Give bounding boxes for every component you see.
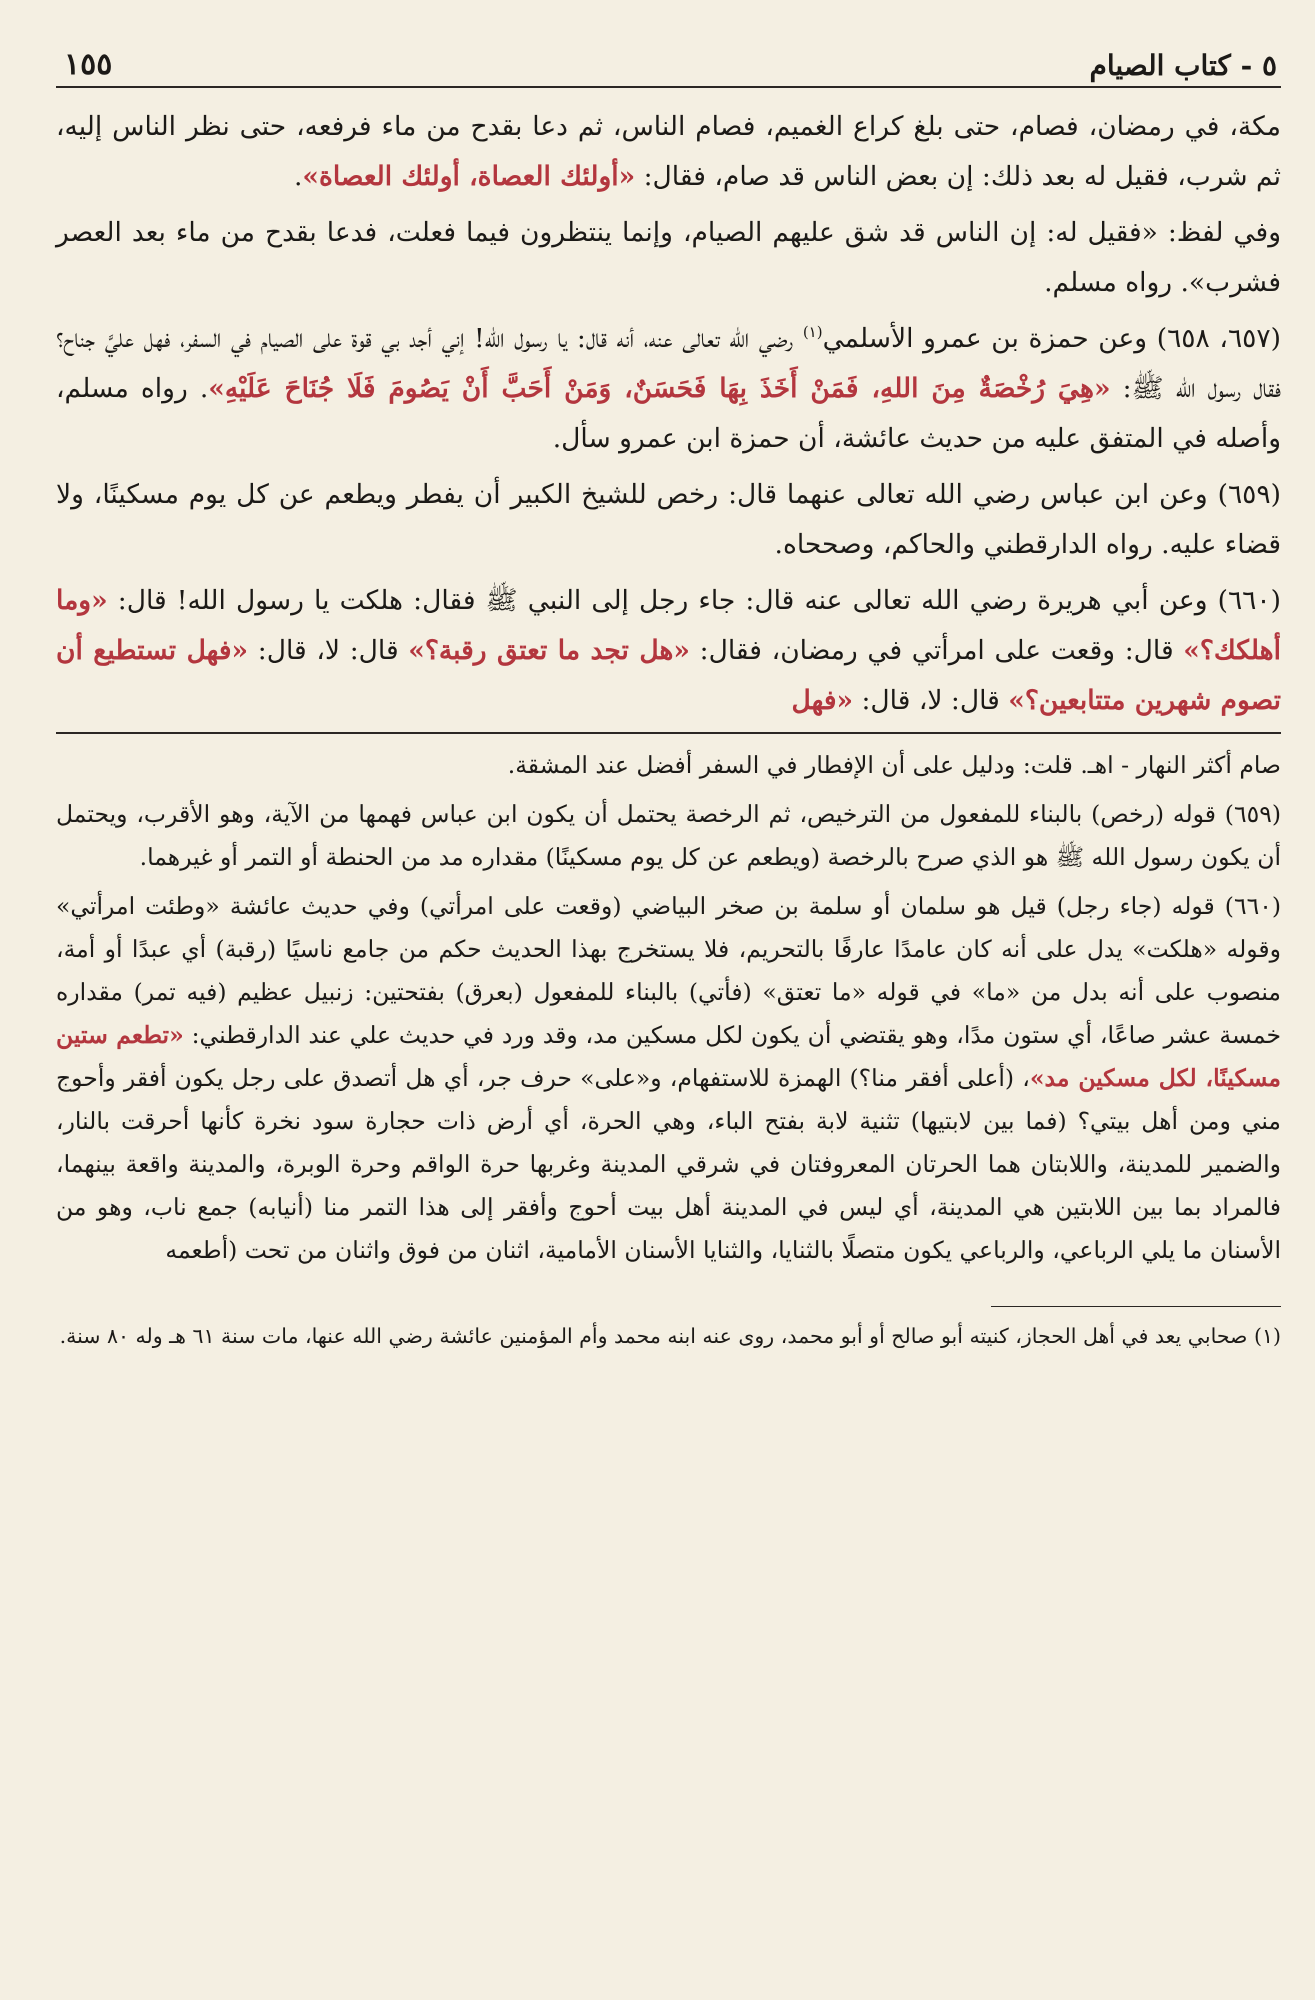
chapter-title: ٥ - كتاب الصيام bbox=[1089, 49, 1277, 82]
text-run: (٦٥٩) وعن ابن عباس رضي الله تعالى عنهما قال: رخص للشيخ الكبير أن يفطر ويطعم عن كل يوم مسكينًا، ولا قضاء عليه. رواه الدارقطني والحاكم، وصححاه. bbox=[56, 479, 1281, 560]
commentary bbox=[56, 744, 1281, 1272]
paragraph-657-658 bbox=[56, 314, 1281, 464]
page-number: ١٥٥ bbox=[64, 47, 113, 82]
text-run: رضي الله تعالى عنه، أنه قال: يا رسول الله! إني أجد بي قوة على الصيام في السفر، فهل عليَّ جناح؟ فقال رسول الله ﷺ: bbox=[56, 323, 1281, 404]
text-run: . رواه مسلم، وأصله في المتفق عليه من حديث عائشة، أن حمزة ابن عمرو سأل. bbox=[56, 373, 1281, 454]
paragraph-1 bbox=[56, 102, 1281, 202]
footnotes bbox=[56, 1317, 1281, 1355]
page-header bbox=[56, 38, 1281, 88]
commentary-paragraph-660 bbox=[56, 885, 1281, 1272]
text-run: وفي لفظ: «فقيل له: إن الناس قد شق عليهم الصيام، وإنما ينتظرون فيما فعلت، فدعا بقدح من ماء بعد العصر فشرب». رواه مسلم. bbox=[56, 217, 1281, 298]
hadith-quote: «وما أهلكك؟» bbox=[56, 585, 1282, 666]
footnote-1: (١) صحابي يعد في أهل الحجاز، كنيته أبو صالح أو أبو محمد، روى عنه ابنه محمد وأم المؤمنين عائشة رضي الله عنها، مات سنة ٦١ هـ وله ٨٠ سنة. bbox=[59, 1324, 1281, 1348]
text-run: قال: لا، قال: bbox=[248, 635, 409, 666]
commentary-paragraph-659: (٦٥٩) قوله (رخص) بالبناء للمفعول من الترخيص، ثم الرخصة يحتمل أن يكون ابن عباس فهمها من الآية، وهو الأقرب، ويحتمل أن يكون رسول الله ﷺ هو الذي صرح بالرخصة (ويطعم عن كل يوم مسكينًا) مقداره مد من الحنطة أو التمر أو غيرهما. bbox=[56, 800, 1281, 871]
text-run: (٦٦٠) وعن أبي هريرة رضي الله تعالى عنه قال: جاء رجل إلى النبي ﷺ فقال: هلكت يا رسول الله! قال: bbox=[107, 585, 1281, 616]
main-text bbox=[56, 102, 1281, 726]
footnote-marker: (١) bbox=[802, 323, 823, 342]
hadith-quote: «تطعم ستين مسكينًا، لكل مسكين مد» bbox=[56, 1021, 1282, 1092]
commentary-divider bbox=[56, 732, 1281, 734]
hadith-quote: «هل تجد ما تعتق رقبة؟» bbox=[408, 635, 690, 666]
hadith-quote: «هِيَ رُخْصَةٌ مِنَ اللهِ، فَمَنْ أَخَذَ بِهَا فَحَسَنٌ، وَمَنْ أَحَبَّ أَنْ يَصُومَ فَلَا جُنَاحَ عَلَيْهِ» bbox=[208, 373, 1111, 404]
commentary-paragraph: صام أكثر النهار - اهـ. قلت: ودليل على أن الإفطار في السفر أفضل عند المشقة. bbox=[507, 751, 1281, 779]
text-run: قال: وقعت على امرأتي في رمضان، فقال: bbox=[689, 635, 1184, 666]
paragraph-2 bbox=[56, 208, 1281, 308]
hadith-quote: «فهل bbox=[791, 685, 854, 716]
paragraph-660 bbox=[56, 576, 1281, 726]
text-run: ، (أعلى أفقر منا؟) الهمزة للاستفهام، و«على» حرف جر، أي هل أتصدق على رجل يكون أفقر وأحوج مني ومن أهل بيتي؟ (فما بين لابتيها) تثنية لابة بفتح الباء، وهي الحرة، أي أرض ذات حجارة سود نخرة كأنها أحرقت بالنار، والضمير للمدينة، واللابتان هما الحرتان المعروفتان في شرقي المدينة وغربها حرة الواقم وحرة الوبرة، والمدينة واقعة بينهما، فالمراد بما بين اللابتين هي المدينة، أي ليس في المدينة أهل بيت أحوج وأفقر إلى هذا التمر منا (أنيابه) جمع ناب، وهو من الأسنان ما يلي الرباعي، والرباعي يكون متصلًا بالثنايا، والثنايا الأسنان الأمامية، اثنان من فوق واثنان من تحت (أطعمه bbox=[56, 1064, 1281, 1264]
text-run: (٦٦٠) قوله (جاء رجل) قيل هو سلمان أو سلمة بن صخر البياضي (وقعت على امرأتي) وفي حديث عائشة «وطئت امرأتي» وقوله «هلكت» يدل على أنه كان عامدًا عارفًا بالتحريم، فلا يستخرج بهذا الحديث حكم من جامع ناسيًا (رقبة) أي عبدًا أو أمة، منصوب على أنه بدل من «ما» في قوله «ما تعتق» (فأتي) بالبناء للمفعول (بعرق) بفتحتين: زنبيل عظيم (فيه تمر) مقداره خمسة عشر صاعًا، أي ستون مدًا، وهو يقتضي أن يكون لكل مسكين مد، وقد ورد في حديث علي عند الدارقطني: bbox=[56, 892, 1281, 1049]
hadith-quote: «فهل تستطيع أن تصوم شهرين متتابعين؟» bbox=[56, 635, 1281, 716]
text-run: مكة، في رمضان، فصام، حتى بلغ كراع الغميم، فصام الناس، ثم دعا بقدح من ماء فرفعه، حتى نظر الناس إليه، ثم شرب، فقيل له بعد ذلك: إن بعض الناس قد صام، فقال: bbox=[56, 111, 1281, 192]
footnote-rule bbox=[991, 1306, 1281, 1307]
paragraph-659 bbox=[56, 470, 1281, 570]
text-run: (٦٥٧، ٦٥٨) وعن حمزة بن عمرو الأسلمي bbox=[822, 323, 1281, 354]
text-run: قال: لا، قال: bbox=[853, 685, 1009, 716]
text-run: . bbox=[293, 161, 303, 192]
hadith-quote: «أولئك العصاة، أولئك العصاة» bbox=[302, 161, 636, 192]
